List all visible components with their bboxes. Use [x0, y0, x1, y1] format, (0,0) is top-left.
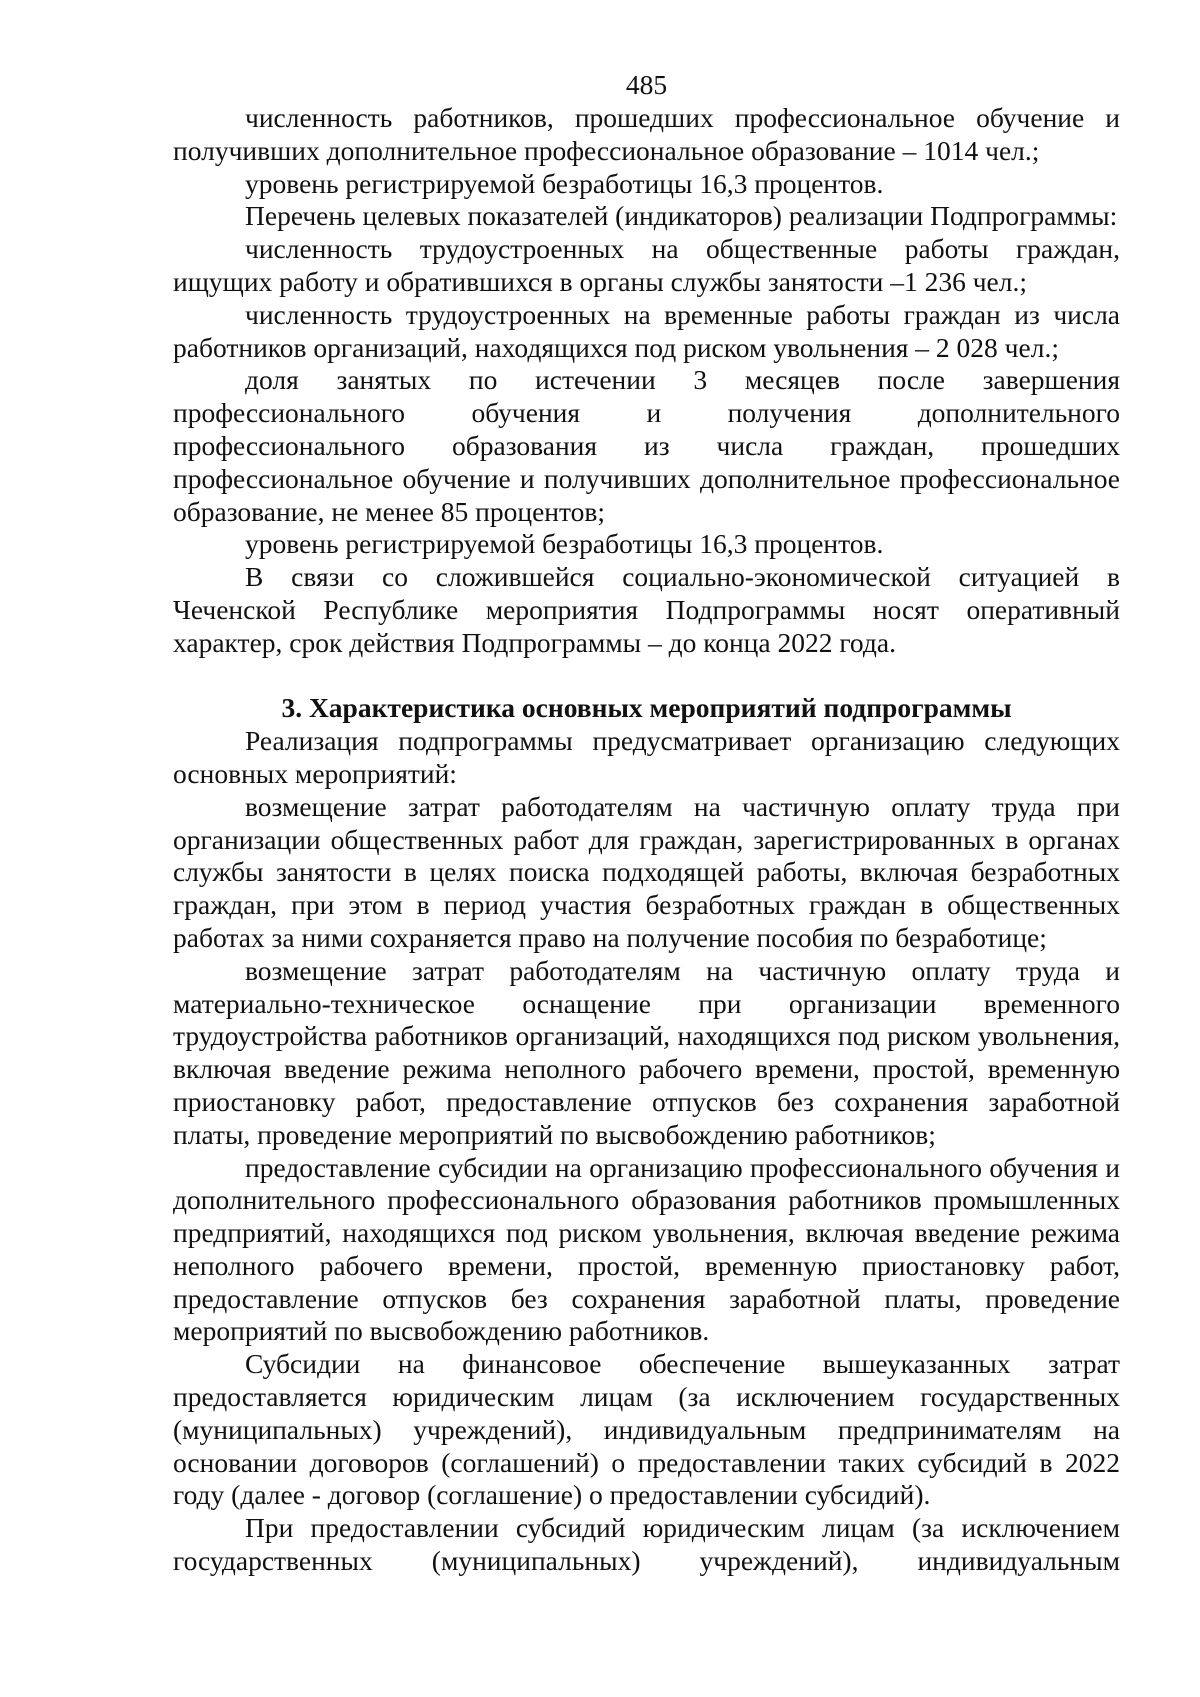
- paragraph-public-works-compensation: возмещение затрат работодателям на частичную оплату труда при организации общественных работ для граждан, зарегистрированных в органах службы занятости в целях поиска подходящей работы, включая безработных граждан, при этом в период участия безработных граждан в общественных работах за ними сохраняется право на получение пособия по безработице;: [173, 790, 1120, 953]
- paragraph-implementation: Реализация подпрограммы предусматривает организацию следующих основных мероприятий:: [173, 725, 1120, 789]
- page-number: 485: [625, 69, 668, 100]
- paragraph-indicators-list: Перечень целевых показателей (индикаторов) реализации Подпрограммы:: [245, 200, 1118, 232]
- paragraph-subsidies-provision: При предоставлении субсидий юридическим лицам (за исключением государственных (муниципальных) учреждений), индивидуальным: [173, 1512, 1120, 1577]
- paragraph-subsidies-financing: Субсидии на финансовое обеспечение вышеуказанных затрат предоставляется юридическим лицам (за исключением государственных (муниципальных) учреждений), индивидуальным предпринимателям на основании договоров (соглашений) о предоставлении таких субсидий в 2022 году (далее - договор (соглашение) о предоставлении субсидий).: [173, 1348, 1120, 1511]
- paragraph-unemployment-level: уровень регистрируемой безработицы 16,3 процентов.: [245, 167, 884, 199]
- paragraph-temporary-employment-compensation: возмещение затрат работодателям на частичную оплату труда и материально-техническое оснащение при организации временного трудоустройства работников организаций, находящихся под риском увольнения, включая введение режима неполного рабочего времени, простой, временную приостановку работ, предоставление отпусков без сохранения заработной платы, проведение мероприятий по высвобождению работников;: [173, 954, 1120, 1150]
- section-heading: 3. Характеристика основных мероприятий подпрограммы: [281, 692, 1012, 724]
- section-gap: [173, 660, 1120, 693]
- paragraph-unemployment-level-2: уровень регистрируемой безработицы 16,3 процентов.: [245, 528, 884, 560]
- paragraph-trained-workers: численность работников, прошедших профессиональное обучение и получивших дополнительное профессиональное образование – 1014 чел.;: [173, 102, 1120, 166]
- document-page: [173, 68, 1120, 1578]
- paragraph-temporary-works: численность трудоустроенных на временные работы граждан из числа работников организаций, находящихся под риском увольнения – 2 028 чел.;: [173, 298, 1120, 363]
- paragraph-training-subsidy: предоставление субсидии на организацию профессионального обучения и дополнительного профессионального образования работников промышленных предприятий, находящихся под риском увольнения, включая введение режима неполного рабочего времени, простой, временную приостановку работ, предоставление отпусков без сохранения заработной платы, проведение мероприятий по высвобождению работников.: [173, 1151, 1120, 1347]
- paragraph-employed-share: доля занятых по истечении 3 месяцев после завершения профессионального обучения и получения дополнительного профессионального образования из числа граждан, прошедших профессиональное обучение и получивших дополнительное профессиональное образование, не менее 85 процентов;: [173, 364, 1120, 527]
- paragraph-operational-nature: В связи со сложившейся социально-экономической ситуацией в Чеченской Республике мероприятия Подпрограммы носят оперативный характер, срок действия Подпрограммы – до конца 2022 года.: [173, 561, 1120, 658]
- paragraph-public-works: численность трудоустроенных на общественные работы граждан, ищущих работу и обратившихся в органы службы занятости –1 236 чел.;: [173, 233, 1120, 297]
